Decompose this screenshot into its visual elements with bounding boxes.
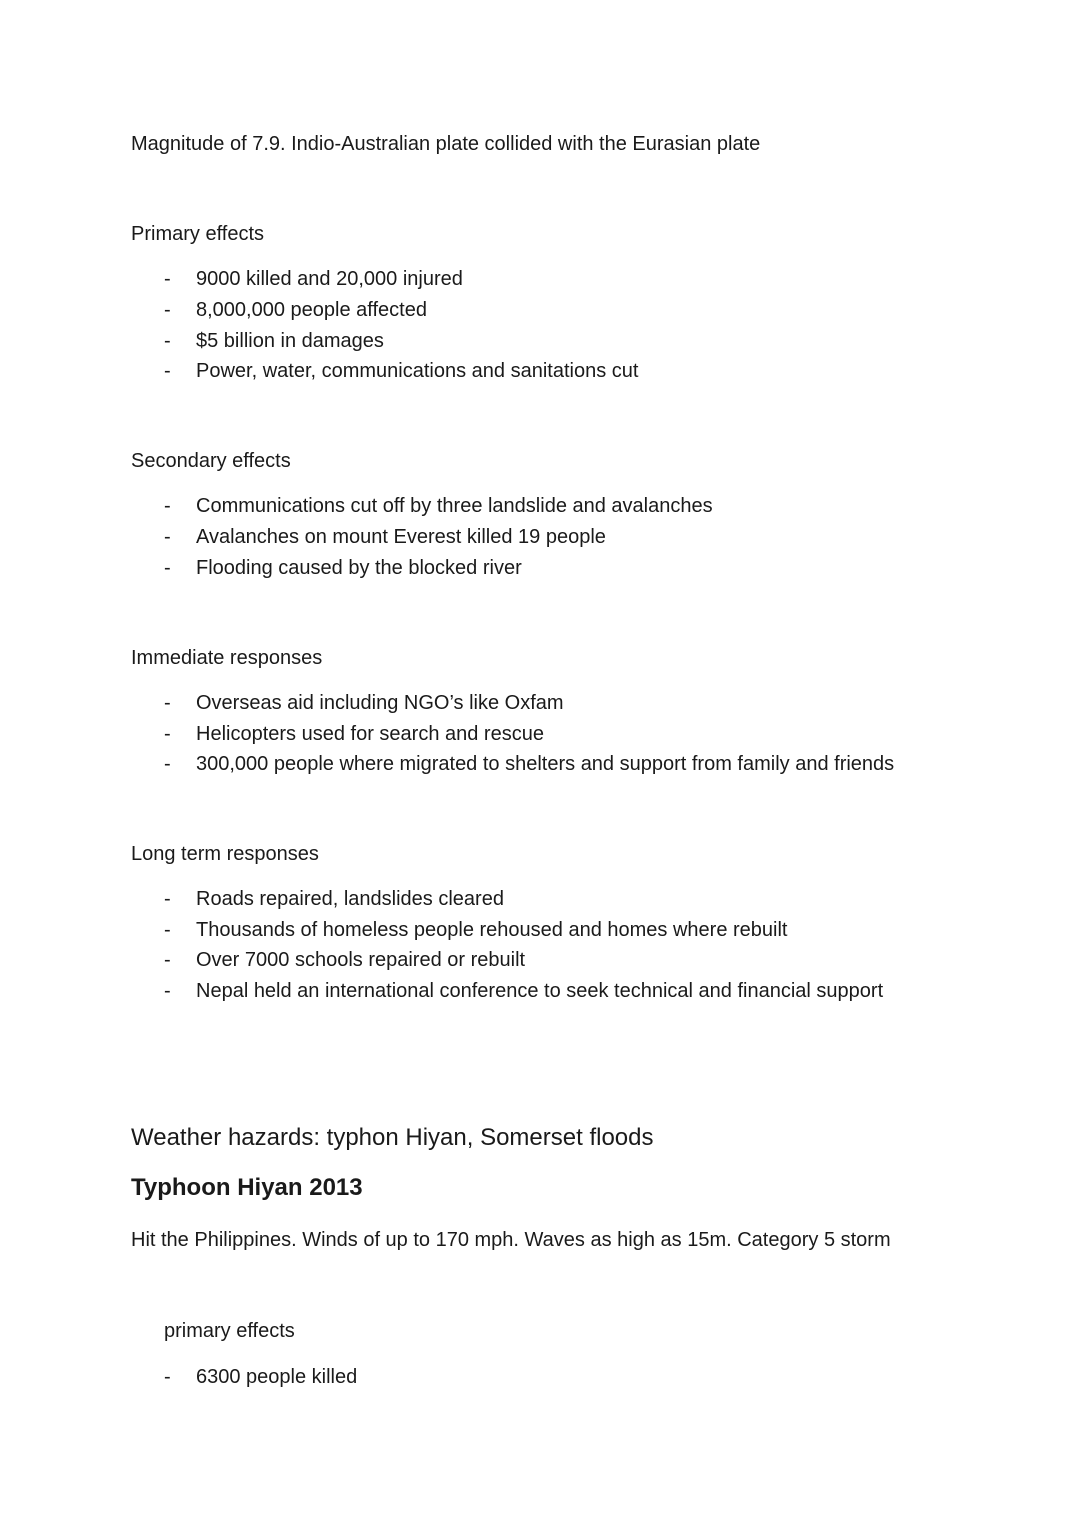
list-item-text: $5 billion in damages bbox=[196, 330, 384, 352]
list-item-text: Nepal held an international conference to seek technical and financial support bbox=[196, 980, 884, 1002]
immediate-responses-heading: Immediate responses bbox=[131, 647, 323, 669]
bullet-dash: - bbox=[164, 330, 171, 352]
bullet-dash: - bbox=[164, 753, 171, 775]
list-item-text: 8,000,000 people affected bbox=[196, 299, 427, 321]
list-item-text: Helicopters used for search and rescue bbox=[196, 723, 544, 745]
list-item-text: Overseas aid including NGO’s like Oxfam bbox=[196, 692, 564, 714]
list-item-text: 9000 killed and 20,000 injured bbox=[196, 268, 463, 290]
bullet-dash: - bbox=[164, 888, 171, 910]
bullet-dash: - bbox=[164, 919, 171, 941]
secondary-effects-heading: Secondary effects bbox=[131, 450, 291, 472]
list-item-text: 6300 people killed bbox=[196, 1366, 358, 1388]
list-item-text: Over 7000 schools repaired or rebuilt bbox=[196, 949, 526, 971]
typhoon-primary-effects-heading: primary effects bbox=[164, 1320, 295, 1342]
bullet-dash: - bbox=[164, 495, 171, 517]
bullet-dash: - bbox=[164, 692, 171, 714]
bullet-dash: - bbox=[164, 980, 171, 1002]
list-item-text: Avalanches on mount Everest killed 19 people bbox=[196, 526, 606, 548]
bullet-dash: - bbox=[164, 723, 171, 745]
bullet-dash: - bbox=[164, 268, 171, 290]
bullet-dash: - bbox=[164, 526, 171, 548]
typhoon-title: Typhoon Hiyan 2013 bbox=[131, 1174, 363, 1201]
bullet-dash: - bbox=[164, 1366, 171, 1388]
long-term-responses-heading: Long term responses bbox=[131, 843, 319, 865]
typhoon-description: Hit the Philippines. Winds of up to 170 mph. Waves as high as 15m. Category 5 storm bbox=[131, 1229, 891, 1251]
primary-effects-heading: Primary effects bbox=[131, 223, 264, 245]
list-item-text: Power, water, communications and sanitations cut bbox=[196, 360, 639, 382]
list-item-text: Roads repaired, landslides cleared bbox=[196, 888, 504, 910]
list-item-text: Communications cut off by three landslide and avalanches bbox=[196, 495, 713, 517]
weather-hazards-heading: Weather hazards: typhon Hiyan, Somerset floods bbox=[131, 1124, 654, 1151]
list-item-text: Flooding caused by the blocked river bbox=[196, 557, 522, 579]
bullet-dash: - bbox=[164, 360, 171, 382]
bullet-dash: - bbox=[164, 299, 171, 321]
bullet-dash: - bbox=[164, 557, 171, 579]
list-item-text: 300,000 people where migrated to shelters and support from family and friends bbox=[196, 753, 895, 775]
intro-text: Magnitude of 7.9. Indio-Australian plate collided with the Eurasian plate bbox=[131, 133, 761, 155]
bullet-dash: - bbox=[164, 949, 171, 971]
list-item-text: Thousands of homeless people rehoused and homes where rebuilt bbox=[196, 919, 788, 941]
